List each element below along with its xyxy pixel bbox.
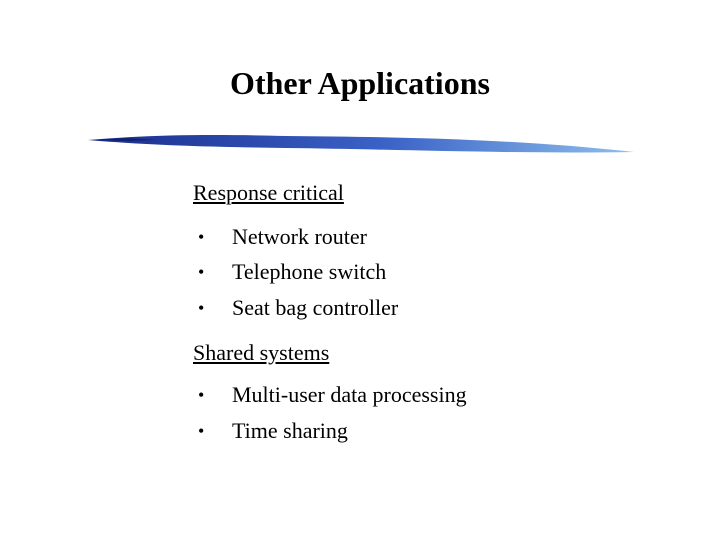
- list-item-text: Time sharing: [232, 418, 348, 443]
- bullet-icon: •: [198, 227, 205, 247]
- section-heading-shared-systems: Shared systems: [193, 340, 330, 365]
- list-item-text: Telephone switch: [232, 259, 387, 284]
- list-item-text: Network router: [232, 224, 368, 249]
- bullet-icon: •: [198, 385, 205, 405]
- list-item-text: Seat bag controller: [232, 295, 399, 320]
- bullet-icon: •: [198, 262, 205, 282]
- list-item-text: Multi-user data processing: [232, 382, 467, 407]
- title-underline-swoosh: [86, 130, 636, 160]
- bullet-icon: •: [198, 421, 205, 441]
- section-heading-response-critical: Response critical: [193, 180, 344, 205]
- bullet-icon: •: [198, 298, 205, 318]
- slide-title: Other Applications: [230, 65, 490, 101]
